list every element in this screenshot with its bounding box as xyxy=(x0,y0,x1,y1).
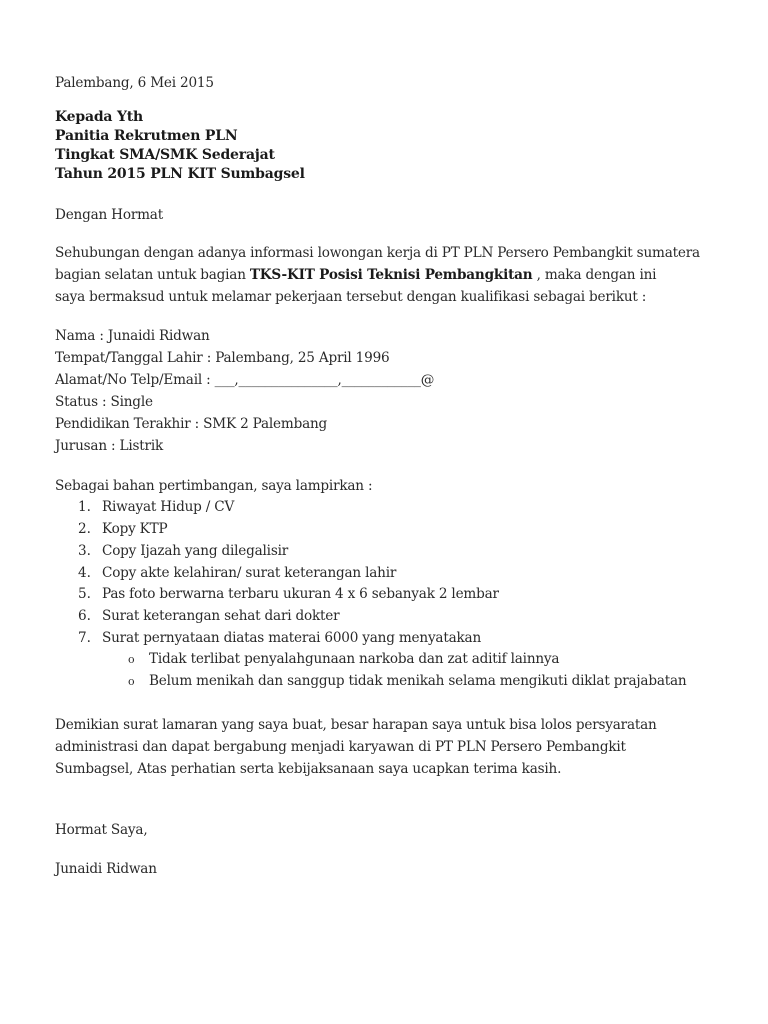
closing-line: administrasi dan dapat bergabung menjadi karyawan di PT PLN Persero Pembangkit xyxy=(55,739,626,755)
detail-status: Status : Single xyxy=(55,394,153,410)
list-item: Riwayat Hidup / CV xyxy=(102,499,235,515)
detail-major: Jurusan : Listrik xyxy=(55,438,164,454)
signature-name: Junaidi Ridwan xyxy=(55,861,157,877)
list-number: 4. xyxy=(78,565,91,581)
intro-line xyxy=(55,266,656,284)
list-item: Pas foto berwarna terbaru ukuran 4 x 6 sebanyak 2 lembar xyxy=(102,586,499,602)
detail-contact: Alamat/No Telp/Email : ___,_______________,____________@ xyxy=(55,372,435,388)
list-number: 6. xyxy=(78,608,91,624)
intro-text: bagian selatan untuk bagian xyxy=(55,267,250,283)
bullet-circle-icon: o xyxy=(128,653,135,666)
sign-off: Hormat Saya, xyxy=(55,822,148,838)
place-date: Palembang, 6 Mei 2015 xyxy=(55,75,214,91)
list-number: 7. xyxy=(78,630,91,646)
detail-birth: Tempat/Tanggal Lahir : Palembang, 25 April 1996 xyxy=(55,350,390,366)
detail-name: Nama : Junaidi Ridwan xyxy=(55,328,210,344)
list-item: Surat keterangan sehat dari dokter xyxy=(102,608,340,624)
list-item: Surat pernyataan diatas materai 6000 yang menyatakan xyxy=(102,630,481,646)
list-item: Kopy KTP xyxy=(102,521,168,537)
position-title: TKS-KIT Posisi Teknisi Pembangkitan xyxy=(249,267,533,283)
recipient-line: Panitia Rekrutmen PLN xyxy=(55,128,238,144)
sub-list-item: Tidak terlibat penyalahgunaan narkoba dan zat aditif lainnya xyxy=(149,651,560,667)
recipient-line: Tahun 2015 PLN KIT Sumbagsel xyxy=(55,166,305,182)
list-number: 3. xyxy=(78,543,91,559)
list-number: 1. xyxy=(78,499,91,515)
closing-line: Demikian surat lamaran yang saya buat, besar harapan saya untuk bisa lolos persyaratan xyxy=(55,717,657,733)
recipient-line: Kepada Yth xyxy=(55,109,144,125)
recipient-line: Tingkat SMA/SMK Sederajat xyxy=(55,147,275,163)
attachments-intro: Sebagai bahan pertimbangan, saya lampirkan : xyxy=(55,478,373,494)
salutation: Dengan Hormat xyxy=(55,207,163,223)
list-number: 5. xyxy=(78,586,91,602)
list-number: 2. xyxy=(78,521,91,537)
list-item: Copy akte kelahiran/ surat keterangan lahir xyxy=(102,565,397,581)
sub-list-item: Belum menikah dan sanggup tidak menikah selama mengikuti diklat prajabatan xyxy=(149,673,687,689)
intro-line: saya bermaksud untuk melamar pekerjaan tersebut dengan kualifikasi sebagai berikut : xyxy=(55,289,647,305)
intro-line: Sehubungan dengan adanya informasi lowongan kerja di PT PLN Persero Pembangkit sumatera xyxy=(55,245,700,261)
closing-line: Sumbagsel, Atas perhatian serta kebijaksanaan saya ucapkan terima kasih. xyxy=(55,761,562,777)
detail-education: Pendidikan Terakhir : SMK 2 Palembang xyxy=(55,416,328,432)
intro-text: , maka dengan ini xyxy=(532,267,657,283)
list-item: Copy Ijazah yang dilegalisir xyxy=(102,543,289,559)
bullet-circle-icon: o xyxy=(128,675,135,688)
